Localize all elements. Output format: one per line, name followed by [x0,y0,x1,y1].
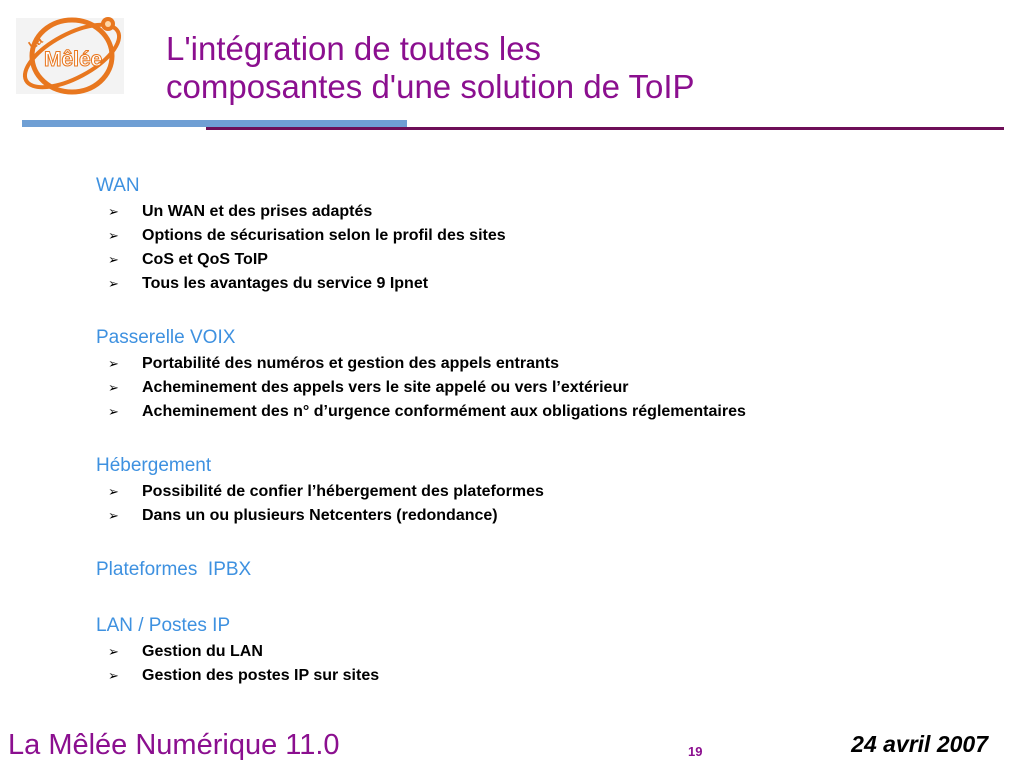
arrowhead-bullet-icon: ➢ [108,204,119,219]
list-item [96,200,996,224]
section-title: Hébergement [96,455,212,476]
footer-date: 24 avril 2007 [851,731,988,757]
arrowhead-bullet-icon: ➢ [108,484,119,499]
list-item [96,400,996,424]
bullet-text: Possibilité de confier l’hébergement des plateformes [142,483,544,500]
bullet-text: Gestion du LAN [142,643,263,660]
arrowhead-bullet-icon: ➢ [108,276,119,291]
header-rule-blue [22,120,407,127]
bullet-text: Gestion des postes IP sur sites [142,667,380,684]
arrowhead-bullet-icon: ➢ [108,404,119,419]
bullet-text: Un WAN et des prises adaptés [142,203,373,220]
arrowhead-bullet-icon: ➢ [108,228,119,243]
spacer [96,424,996,452]
la-melee-logo-icon [14,8,130,96]
section-hebergement [96,452,996,528]
list-item [96,248,996,272]
list-item [96,352,996,376]
arrowhead-bullet-icon: ➢ [108,644,119,659]
section-passerelle-voix [96,324,996,424]
bullet-text: Portabilité des numéros et gestion des appels entrants [142,355,559,372]
logo-la-text: La [25,32,46,53]
section-title: Plateformes IPBX [96,559,252,580]
list-item [96,480,996,504]
bullet-list [96,640,996,688]
list-item [96,504,996,528]
list-item [96,664,996,688]
bullet-list [96,480,996,528]
slide-title [166,30,695,106]
list-item [96,376,996,400]
list-item [96,640,996,664]
spacer [96,584,996,612]
bullet-list [96,352,996,424]
section-title: LAN / Postes IP [96,615,231,636]
bullet-text: Tous les avantages du service 9 Ipnet [142,275,429,292]
spacer [96,296,996,324]
bullet-list [96,200,996,296]
footer-event-name: La Mêlée Numérique 11.0 [8,729,340,761]
bullet-text: Acheminement des appels vers le site appelé ou vers l’extérieur [142,379,629,396]
list-item [96,272,996,296]
bullet-text: Options de sécurisation selon le profil des sites [142,227,506,244]
slide-title-line-1: L'intégration de toutes les [166,30,542,67]
section-wan [96,172,996,296]
section-lan-postes-ip [96,612,996,688]
bullet-text: Dans un ou plusieurs Netcenters (redondance) [142,507,498,524]
bullet-text: Acheminement des n° d’urgence conformément aux obligations réglementaires [142,403,746,420]
slide-title-line-2: composantes d'une solution de ToIP [166,68,695,105]
arrowhead-bullet-icon: ➢ [108,252,119,267]
arrowhead-bullet-icon: ➢ [108,356,119,371]
arrowhead-bullet-icon: ➢ [108,508,119,523]
logo-melee-text: Mêlée [44,48,103,71]
section-title: WAN [96,175,140,196]
section-title: Passerelle VOIX [96,327,236,348]
list-item [96,224,996,248]
header-rule-plum [206,127,1004,130]
arrowhead-bullet-icon: ➢ [108,668,119,683]
spacer [96,528,996,556]
section-plateformes-ipbx [96,556,996,584]
slide-body [96,172,996,688]
slide-page-number: 19 [688,744,703,759]
bullet-text: CoS et QoS ToIP [142,251,268,268]
arrowhead-bullet-icon: ➢ [108,380,119,395]
